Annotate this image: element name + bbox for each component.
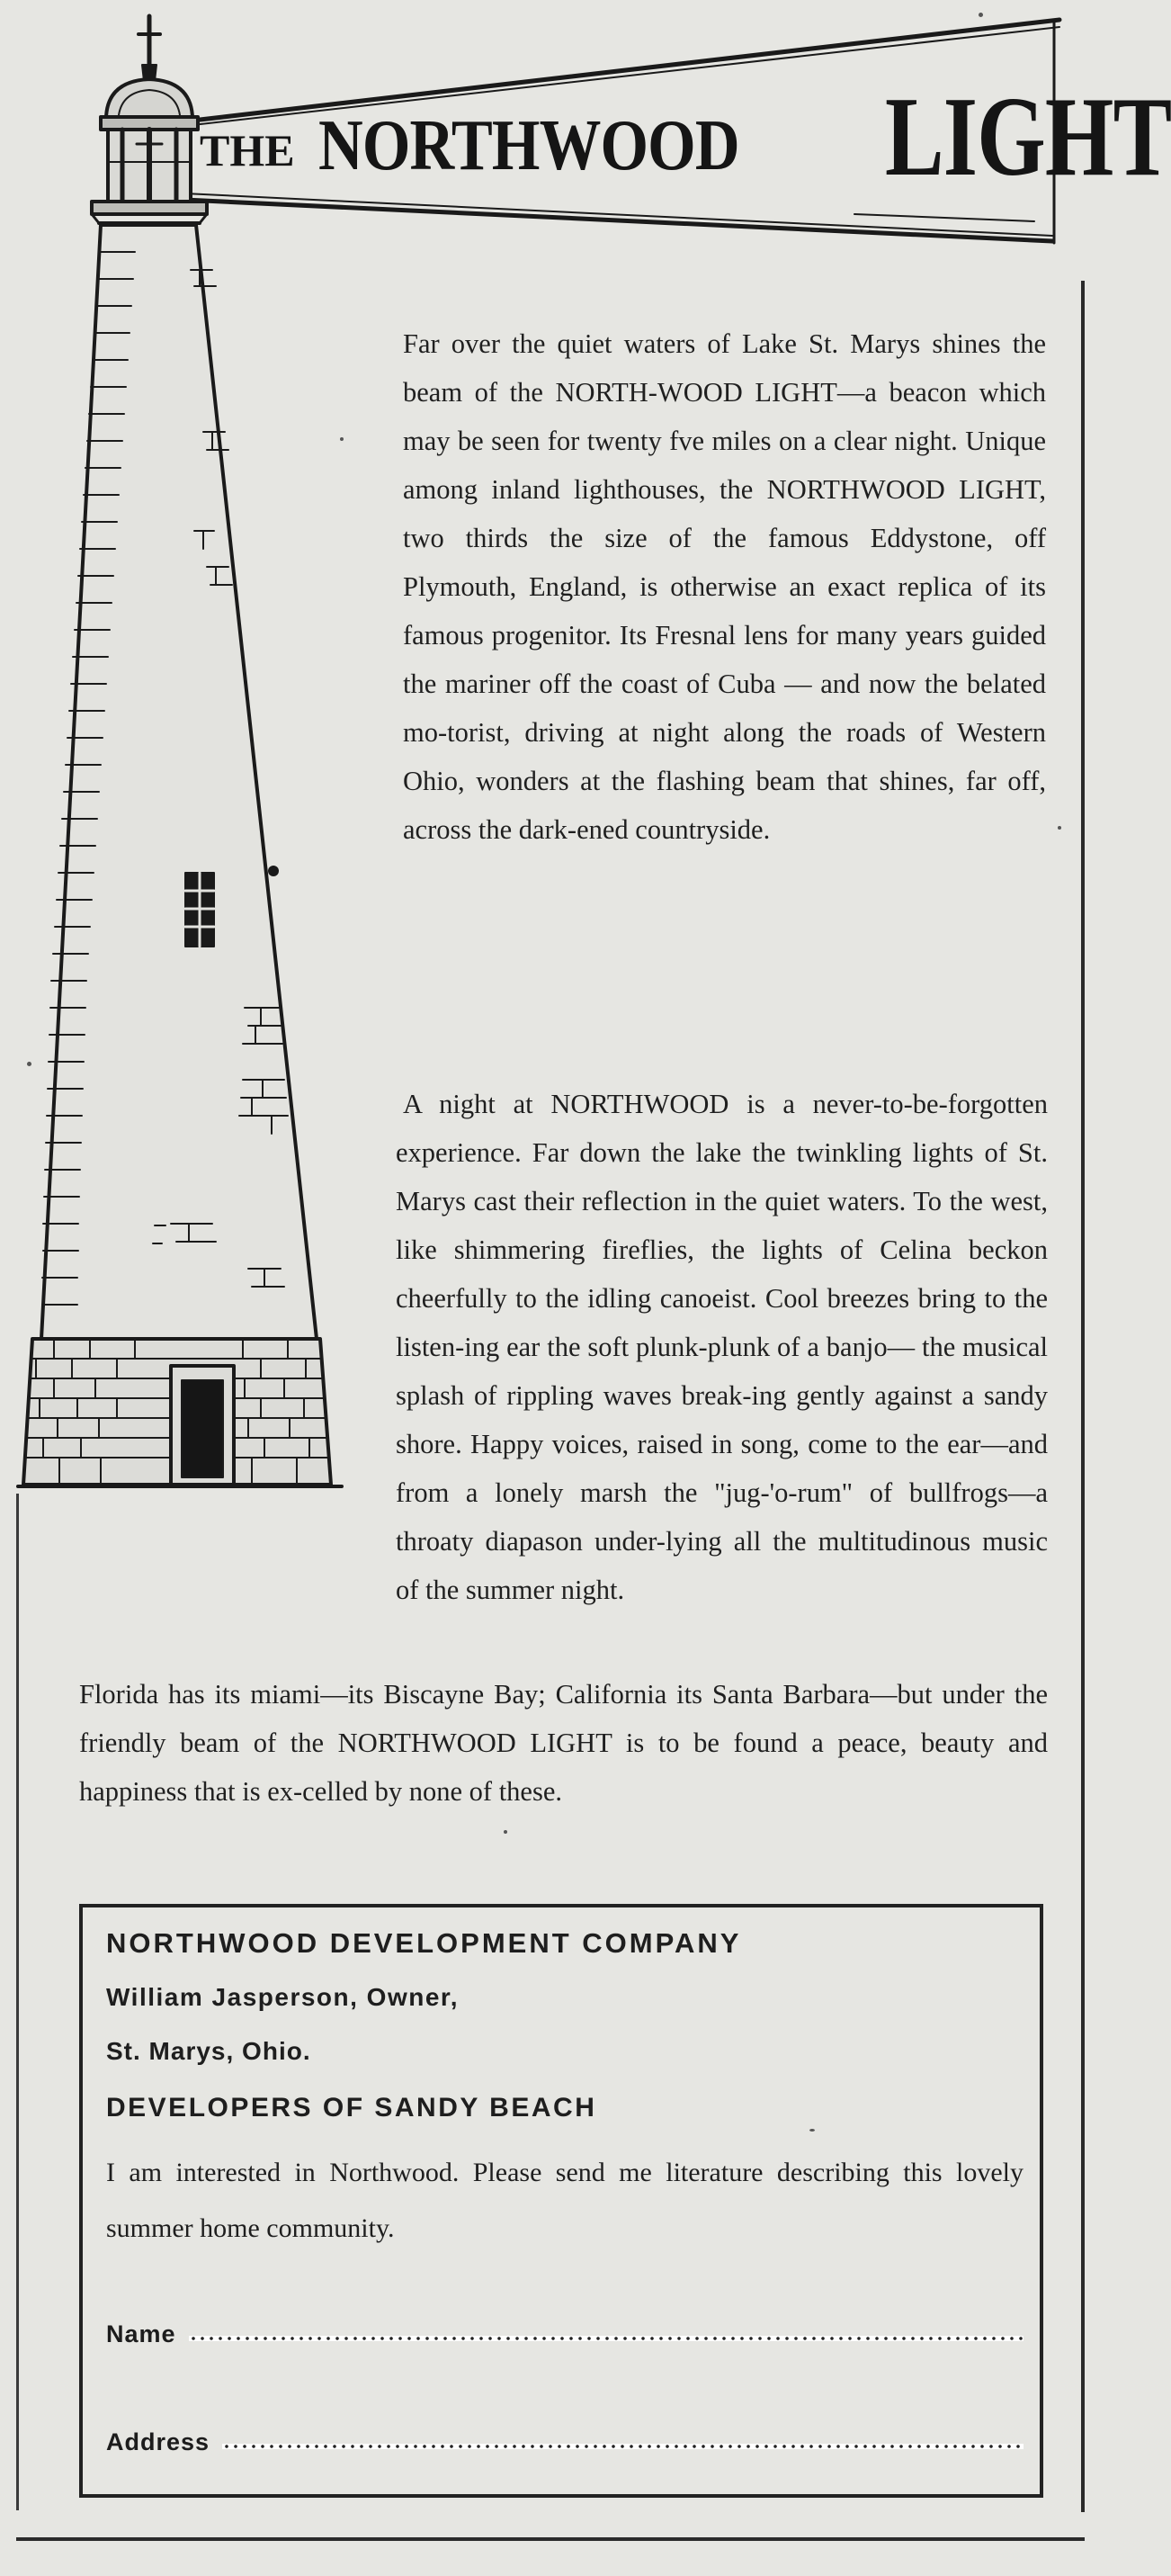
coupon-developers-line: DEVELOPERS OF SANDY BEACH [106,2093,597,2123]
name-field-label: Name [106,2320,176,2347]
coupon-company-name: NORTHWOOD DEVELOPMENT COMPANY [106,1927,742,1959]
address-field-row [106,2420,1024,2456]
lighthouse-illustration [36,9,360,1503]
print-speck [809,2129,815,2132]
print-speck [27,1062,31,1066]
print-speck [504,1830,507,1834]
coupon-owner: William Jasperson, Owner, [106,1983,460,2011]
body-paragraph-2: A night at NORTHWOOD is a never-to-be-forgotten experience. Far down the lake the twinkling lights of St. Marys cast their reflection in the quiet waters. To the west, like shimmering fireflies, the lights of Celina beckon cheerfully to the idling canoeist. Cool breezes bring to the listen-ing ear the soft plunk-plunk of a banjo— the musical splash of rippling waves break-ing gently against a sandy shore. Happy voices, raised in song, come to the ear—and from a lonely marsh the "jug-'o-rum" of bullfrogs—a throaty diapason under-lying all the multitudinous music of the summer night. [396,1089,1048,1605]
name-field-row [106,2312,1024,2348]
print-speck [1058,826,1061,830]
headline-northwood: NORTHWOOD [318,106,739,185]
print-speck [979,13,983,17]
address-field[interactable] [222,2444,1024,2449]
body-paragraph-1: Far over the quiet waters of Lake St. Marys shines the beam of the NORTH-WOOD LIGHT—a beacon which may be seen for twenty fve miles on a clear night. Unique among inland lighthouses, the NORTHWOOD LIGHT, two thirds the size of the famous Eddystone, off Plymouth, England, is otherwise an exact replica of its famous progenitor. Its Fresnal lens for many years guided the mariner off the coast of Cuba — and now the belated mo-torist, driving at night along the roads of Western Ohio, wonders at the flashing beam that shines, far off, across the dark-ened countryside. [403,328,1046,845]
name-field[interactable] [189,2336,1024,2341]
print-speck [340,437,344,441]
left-border-rule [16,1494,19,2510]
body-paragraph-3: Florida has its miami—its Biscayne Bay; California its Santa Barbara—but under the friendly beam of the NORTHWOOD LIGHT is to be found a peace, beauty and happiness that is ex-celled by none of these. [79,1679,1048,1807]
coupon-request-text: I am interested in Northwood. Please send me literature describing this lovely summer home community. [106,2158,1024,2243]
address-field-label: Address [106,2428,210,2455]
bottom-border-rule [16,2537,1085,2541]
headline-light: LIGHT [885,75,1171,200]
headline-the: THE [200,125,295,175]
mail-in-coupon [79,1904,1043,2498]
coupon-city: St. Marys, Ohio. [106,2037,311,2065]
right-border-rule [1081,281,1085,2512]
